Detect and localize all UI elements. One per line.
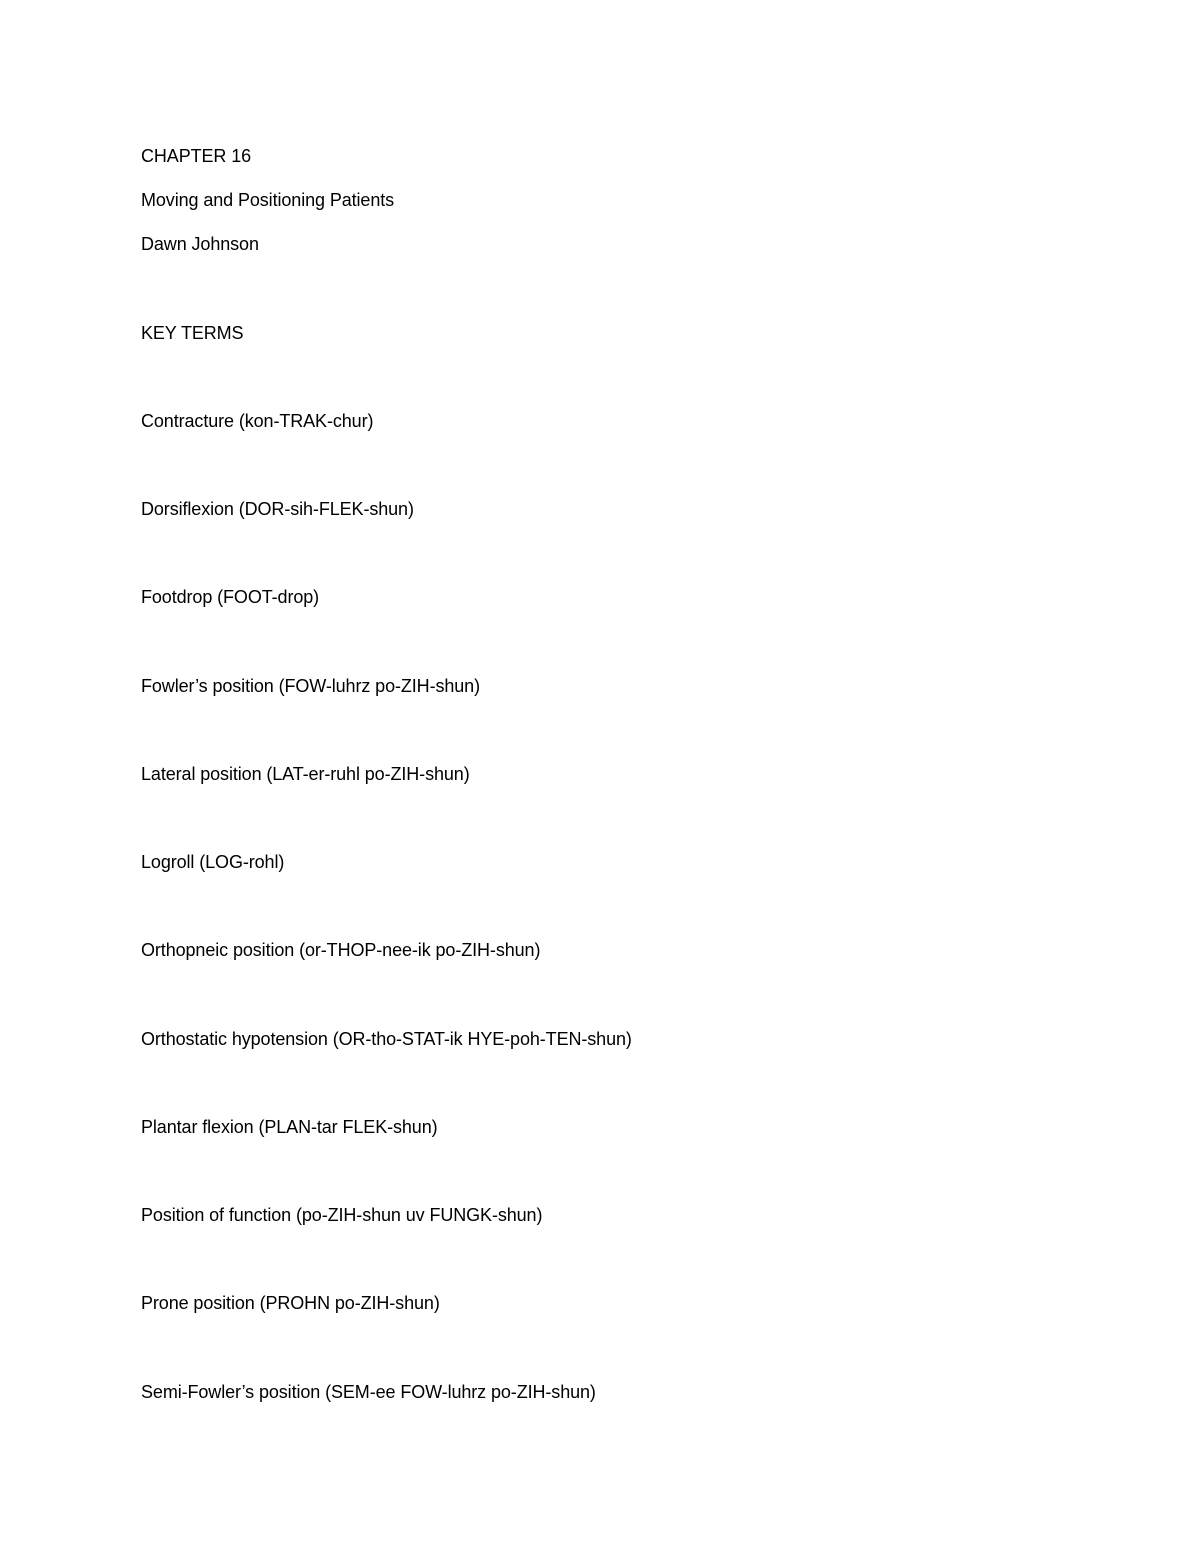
key-term: Semi-Fowler’s position (SEM-ee FOW-luhrz po-ZIH-shun) xyxy=(141,1382,596,1402)
key-term: Footdrop (FOOT-drop) xyxy=(141,587,320,607)
key-term: Logroll (LOG-rohl) xyxy=(141,852,285,872)
key-term: Orthostatic hypotension (OR-tho-STAT-ik HYE-poh-TEN-shun) xyxy=(141,1029,632,1049)
key-term: Plantar flexion (PLAN-tar FLEK-shun) xyxy=(141,1117,438,1137)
key-term: Lateral position (LAT-er-ruhl po-ZIH-shun) xyxy=(141,764,470,784)
key-term: Orthopneic position (or-THOP-nee-ik po-ZIH-shun) xyxy=(141,940,541,960)
key-terms-heading: KEY TERMS xyxy=(141,323,244,343)
key-term: Dorsiflexion (DOR-sih-FLEK-shun) xyxy=(141,499,414,519)
key-term: Prone position (PROHN po-ZIH-shun) xyxy=(141,1293,440,1313)
key-term: Position of function (po-ZIH-shun uv FUNGK-shun) xyxy=(141,1205,543,1225)
chapter-label: CHAPTER 16 xyxy=(141,146,252,166)
chapter-title: Moving and Positioning Patients xyxy=(141,190,395,210)
key-term: Fowler’s position (FOW-luhrz po-ZIH-shun) xyxy=(141,676,480,696)
key-term: Contracture (kon-TRAK-chur) xyxy=(141,411,374,431)
author-name: Dawn Johnson xyxy=(141,234,259,254)
